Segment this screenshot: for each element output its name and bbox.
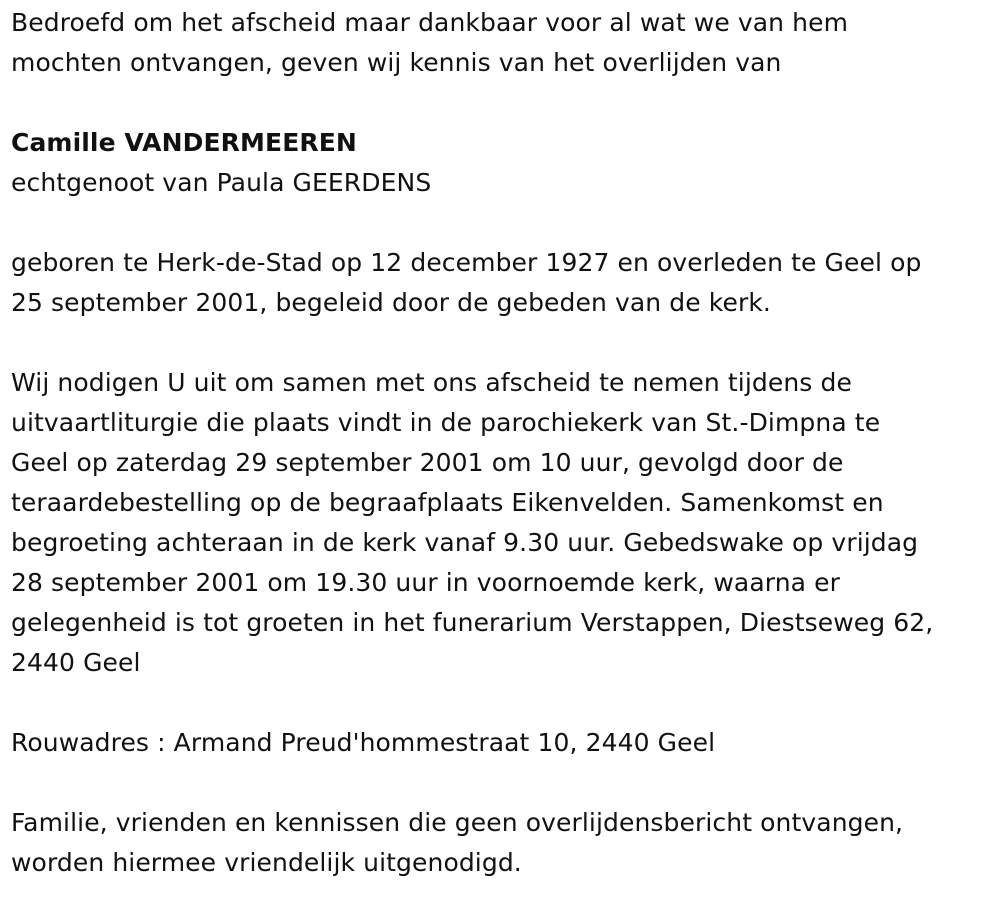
closing-paragraph: Familie, vrienden en kennissen die geen overlijdensbericht ontvangen, worden hiermee vriendelijk uitgenodigd. xyxy=(11,808,904,877)
spacer xyxy=(11,683,996,723)
spacer xyxy=(11,763,996,803)
spouse-line: echtgenoot van Paula GEERDENS xyxy=(11,168,432,197)
spacer xyxy=(11,203,996,243)
spacer xyxy=(11,83,996,123)
deceased-name: Camille VANDERMEEREN xyxy=(11,128,357,157)
invitation-paragraph: Wij nodigen U uit om samen met ons afscheid te nemen tijdens de uitvaartliturgie die plaats vindt in de parochiekerk van St.-Dimpna te Geel op zaterdag 29 september 2001 om 10 uur, gevolgd door de teraardebestelling op de begraafplaats Eikenvelden. Samenkomst en begroeting achteraan in de kerk vanaf 9.30 uur. Gebedswake op vrijdag 28 september 2001 om 19.30 uur in voornoemde kerk, waarna er gelegenheid is tot groeten in het funerarium Verstappen, Diestseweg 62, 2440 Geel xyxy=(11,368,934,677)
mourning-address: Rouwadres : Armand Preud'hommestraat 10, 2440 Geel xyxy=(11,728,716,757)
intro-paragraph: Bedroefd om het afscheid maar dankbaar voor al wat we van hem mochten ontvangen, geven wij kennis van het overlijden van xyxy=(11,8,849,77)
birth-death-paragraph: geboren te Herk-de-Stad op 12 december 1927 en overleden te Geel op 25 september 2001, begeleid door de gebeden van de kerk. xyxy=(11,248,922,317)
spacer xyxy=(11,323,996,363)
death-notice xyxy=(11,3,996,883)
